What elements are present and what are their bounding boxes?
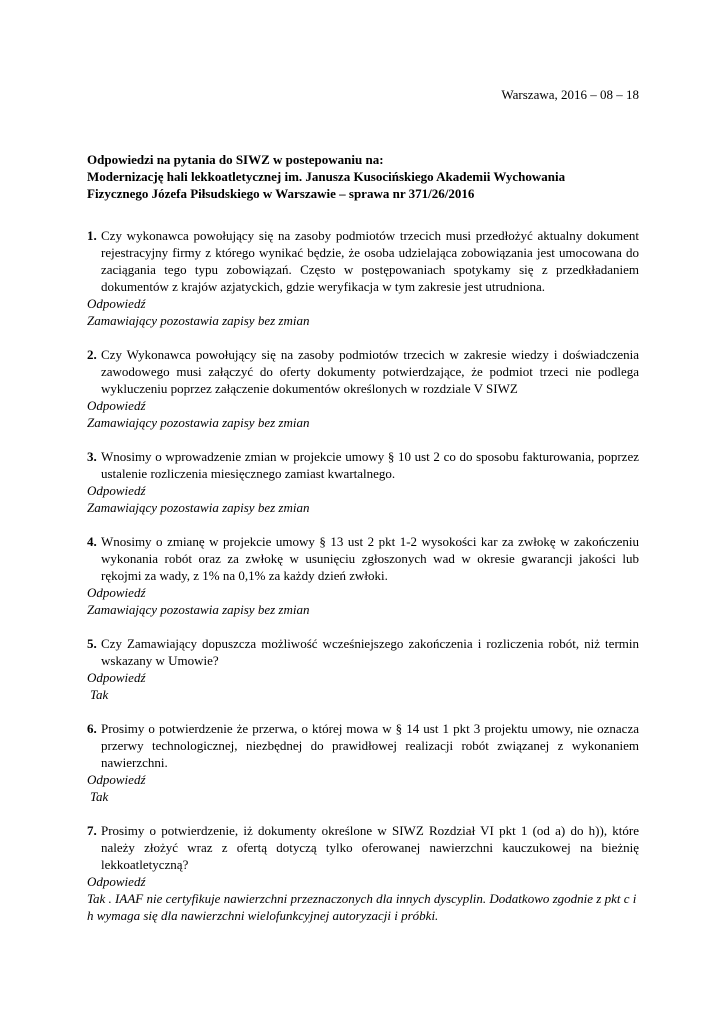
answer-label: Odpowiedź — [87, 398, 146, 413]
question-text: Czy Zamawiający dopuszcza możliwość wcześniejszego zakończenia i rozliczenia robót, niż termin wskazany w Umowie? — [101, 636, 639, 668]
question-item — [87, 822, 639, 924]
question-text: Czy Wykonawca powołujący się na zasoby podmiotów trzecich w zakresie wiedzy i doświadczenia zawodowego musi załączyć do oferty dokumenty potwierdzające, że podmiot trzeci nie podlega wykluczeniu poprzez załączenie dokumentów określonych w rozdziale V SIWZ — [101, 347, 639, 396]
questions-list — [87, 227, 639, 941]
question-number: 6. — [87, 721, 97, 736]
answer-text: Zamawiający pozostawia zapisy bez zmian — [87, 313, 310, 328]
question-number: 2. — [87, 347, 97, 362]
answer-text: Zamawiający pozostawia zapisy bez zmian — [87, 415, 310, 430]
answer-label: Odpowiedź — [87, 874, 146, 889]
question-number: 1. — [87, 228, 97, 243]
question-text: Wnosimy o wprowadzenie zmian w projekcie umowy § 10 ust 2 co do sposobu fakturowania, poprzez ustalenie rozliczenia miesięcznego zamiast kwartalnego. — [101, 449, 639, 481]
question-item — [87, 448, 639, 516]
question-item — [87, 227, 639, 329]
answer-label: Odpowiedź — [87, 772, 146, 787]
document-header — [87, 151, 647, 202]
header-line: Odpowiedzi na pytania do SIWZ w postepowaniu na: — [87, 152, 384, 167]
question-item — [87, 533, 639, 618]
question-text: Czy wykonawca powołujący się na zasoby podmiotów trzecich musi przedłożyć aktualny dokument rejestracyjny firmy z którego wynikać będzie, że osoba udzielająca zobowiązania jest umocowana do zaciągania tego typu zobowiązań. Często w postępowaniach spotykamy się z przedkładaniem dokumentów z krajów azjatyckich, gdzie weryfikacja w tym zakresie jest utrudniona. — [101, 228, 639, 294]
question-text: Prosimy o potwierdzenie że przerwa, o której mowa w § 14 ust 1 pkt 3 projektu umowy, nie oznacza przerwy technologicznej, niezbędnej do prawidłowej realizacji robót związanej z wykonaniem nawierzchni. — [101, 721, 639, 770]
question-text: Wnosimy o zmianę w projekcie umowy § 13 ust 2 pkt 1-2 wysokości kar za zwłokę w zakończeniu wykonania robót oraz za zwłokę w usunięciu zgłoszonych wad w okresie gwarancji jakości lub rękojmi za wady, z 1% na 0,1% za każdy dzień zwłoki. — [101, 534, 639, 583]
question-text: Prosimy o potwierdzenie, iż dokumenty określone w SIWZ Rozdział VI pkt 1 (od a) do h)), które należy złożyć wraz z ofertą dotyczą tylko oferowanej nawierzchni kauczukowej na bieżnię lekkoatletyczną? — [101, 823, 639, 872]
question-number: 7. — [87, 823, 97, 838]
document-date: Warszawa, 2016 – 08 – 18 — [501, 87, 639, 102]
question-item — [87, 720, 639, 805]
answer-label: Odpowiedź — [87, 670, 146, 685]
answer-label: Odpowiedź — [87, 483, 146, 498]
answer-text: Tak — [90, 789, 109, 804]
question-item — [87, 346, 639, 431]
answer-label: Odpowiedź — [87, 585, 146, 600]
answer-text: Zamawiający pozostawia zapisy bez zmian — [87, 500, 310, 515]
header-line: Modernizację hali lekkoatletycznej im. Janusza Kusocińskiego Akademii Wychowania — [87, 169, 566, 184]
answer-text: Tak — [90, 687, 109, 702]
answer-label: Odpowiedź — [87, 296, 146, 311]
answer-text: Tak . IAAF nie certyfikuje nawierzchni przeznaczonych dla innych dyscyplin. Dodatkowo zgodnie z pkt c i h wymaga się dla nawierzchni wielofunkcyjnej autoryzacji i próbki. — [87, 891, 637, 923]
question-item — [87, 635, 639, 703]
header-line: Fizycznego Józefa Piłsudskiego w Warszawie – sprawa nr 371/26/2016 — [87, 186, 475, 201]
question-number: 5. — [87, 636, 97, 651]
question-number: 4. — [87, 534, 97, 549]
answer-text: Zamawiający pozostawia zapisy bez zmian — [87, 602, 310, 617]
question-number: 3. — [87, 449, 97, 464]
